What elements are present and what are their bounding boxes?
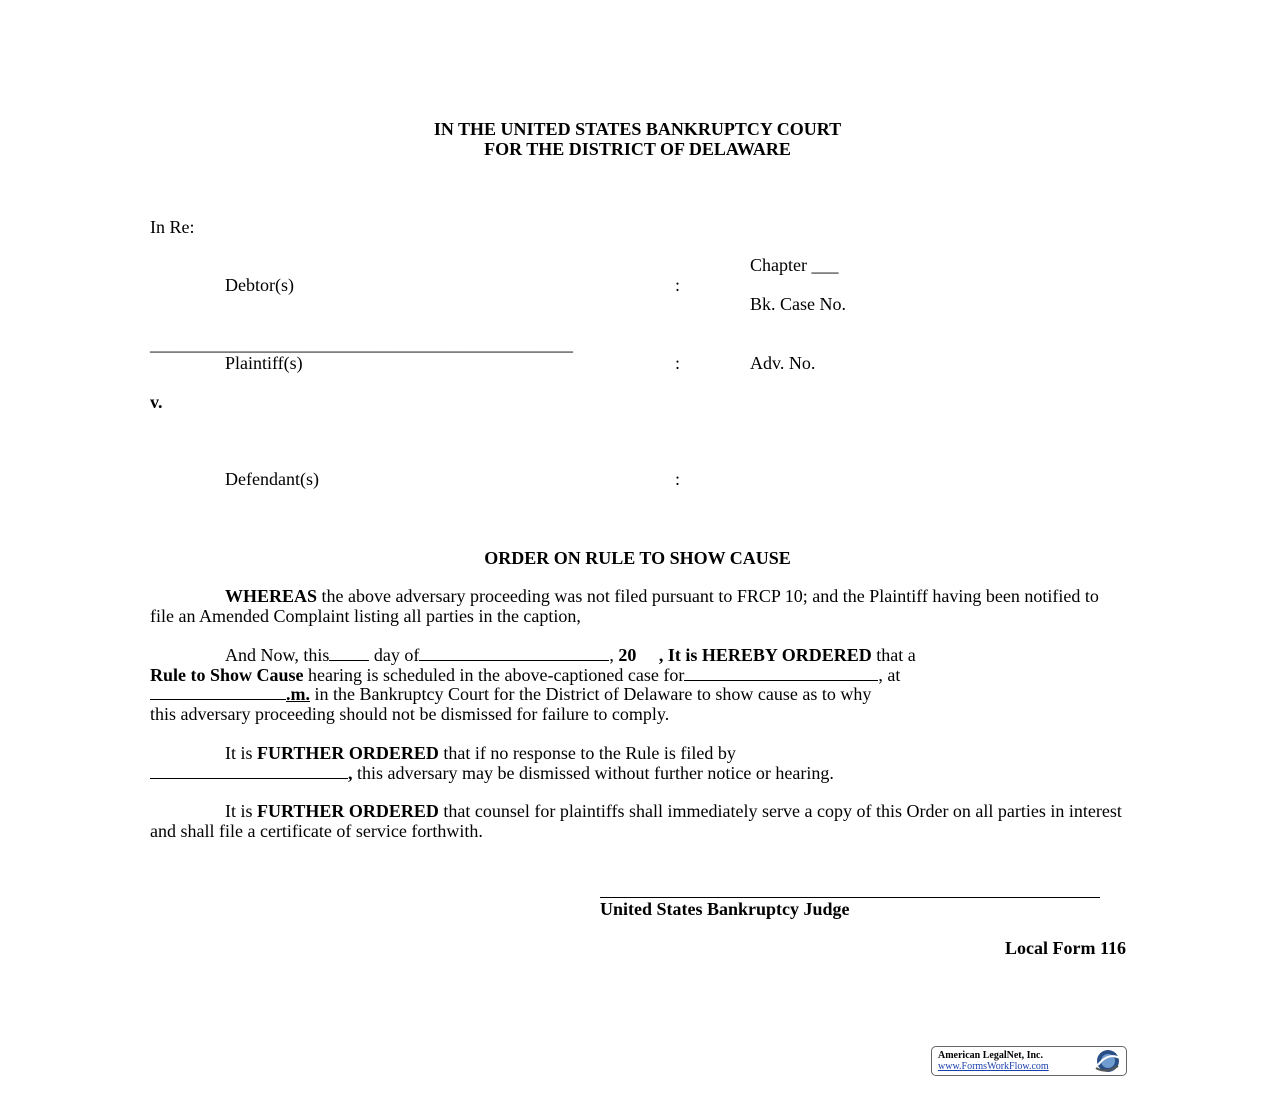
whereas-text: the above adversary proceeding was not filed pursuant to FRCP 10; and the Plaintiff having been notified to file an Amended Complaint listing all parties in the caption, — [150, 586, 1099, 626]
plaintiff-label: Plaintiff(s) — [225, 353, 303, 373]
logo-company-name: American LegalNet, Inc. — [938, 1050, 1043, 1061]
globe-icon — [1090, 1048, 1124, 1074]
court-title-line2: FOR THE DISTRICT OF DELAWARE — [484, 139, 791, 159]
caption-colon: : — [675, 469, 681, 489]
american-legalnet-logo[interactable] — [931, 1046, 1127, 1076]
in-re-label: In Re: — [150, 217, 195, 237]
year-prefix: 20 — [618, 645, 637, 665]
day-blank[interactable] — [329, 645, 369, 661]
hearing-date-blank[interactable] — [684, 665, 878, 681]
versus-label: v. — [150, 392, 163, 412]
response-deadline-blank[interactable] — [150, 763, 348, 779]
court-title-line1: IN THE UNITED STATES BANKRUPTCY COURT — [433, 119, 842, 139]
whereas-paragraph — [150, 587, 1126, 626]
further-ordered-1-line1: It is FURTHER ORDERED that if no response to the Rule is filed by — [225, 743, 736, 763]
further-ordered-1-line2: , this adversary may be dismissed without further notice or hearing. — [150, 763, 834, 783]
adv-no-label: Adv. No. — [750, 353, 816, 373]
order-title: ORDER ON RULE TO SHOW CAUSE — [484, 548, 791, 568]
logo-url-link[interactable]: www.FormsWorkFlow.com — [938, 1061, 1049, 1072]
defendant-label: Defendant(s) — [225, 469, 319, 489]
and-now-line3: .m. in the Bankruptcy Court for the District of Delaware to show cause as to why — [150, 684, 871, 704]
signature-line[interactable] — [600, 897, 1100, 898]
debtor-label: Debtor(s) — [225, 275, 294, 295]
am-pm-label: .m. — [286, 684, 310, 704]
local-form-id: Local Form 116 — [1005, 938, 1126, 958]
and-now-line4: this adversary proceeding should not be dismissed for failure to comply. — [150, 704, 670, 724]
caption-colon: : — [675, 353, 681, 373]
hearing-time-blank[interactable] — [150, 684, 250, 700]
month-blank[interactable] — [419, 645, 609, 661]
further-ordered-2-paragraph: It is FURTHER ORDERED that counsel for plaintiffs shall immediately serve a copy of this Order on all parties in interest and shall file a certificate of service forthwith. — [150, 801, 1122, 841]
chapter-label: Chapter ___ — [750, 255, 839, 275]
bk-case-no-label: Bk. Case No. — [750, 294, 846, 314]
and-now-line1: And Now, this day of , 20 , It is HEREBY ORDERED that a — [225, 645, 916, 665]
whereas-bold: WHEREAS — [225, 586, 318, 606]
and-now-line2: Rule to Show Cause hearing is scheduled in the above-captioned case for , at — [150, 665, 901, 685]
judge-label: United States Bankruptcy Judge — [600, 899, 850, 919]
caption-colon: : — [675, 275, 681, 295]
caption-separator-line: _______________________________________________ — [150, 334, 573, 354]
